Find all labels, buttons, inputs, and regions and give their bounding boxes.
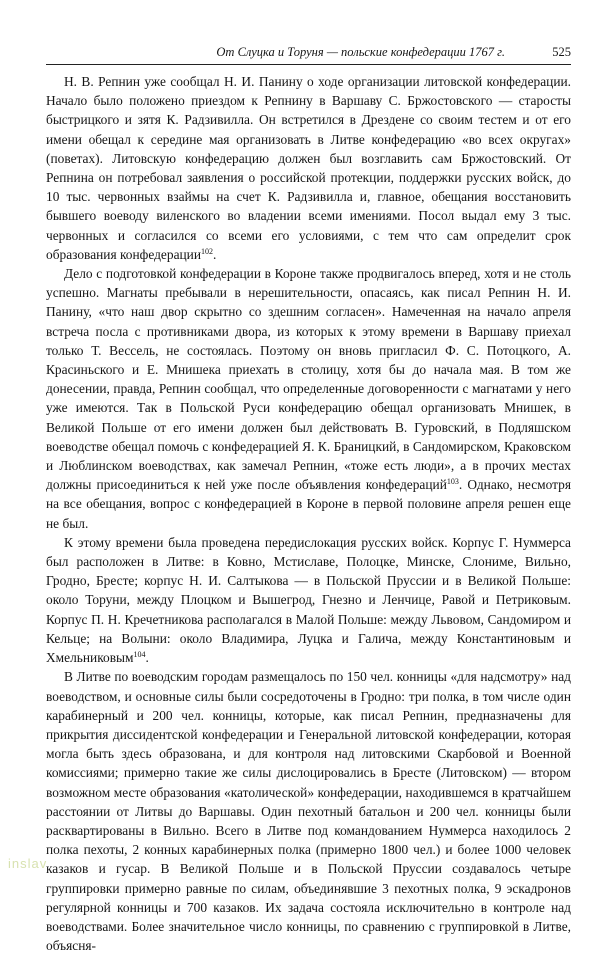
- page-number: 525: [552, 45, 571, 59]
- paragraph-tail: . Однако, несмотря на все обещания, вопрос с конфедерацией в Короне в первой половине апреля решен еще не был.: [46, 477, 571, 531]
- watermark: inslav: [8, 856, 48, 871]
- running-title: От Слуцка и Торуня — польские конфедерации 1767 г.: [216, 45, 505, 59]
- body-text: [46, 72, 571, 955]
- paragraph-tail: .: [145, 650, 149, 666]
- paragraph-text: Н. В. Репнин уже сообщал Н. И. Панину о ходе организации литовской конфедерации. Начало было положено приездом к Репнину в Варшаву С. Бржостовского — старосты быстрицкого и зятя К. Радзивилла. Он встретился в Дрездене со своим тестем и от его имени обещал к середине мая организовать в Литве конфедерацию «во всех округах» (поветах). Литовскую конфедерацию должен был возглавить сам Бржостовский. От Репнина он потребовал заявления о российской протекции, поддержки русских войск, до 10 тыс. червонных взаймы на счет К. Радзивилла и, главное, обещания восстановить бывшего воеводу виленского во владении всеми имениями. Посол выдал ему 3 тыс. червонных и согласился со всеми его условиями, с тем что сам определит срок образования конфедерации: [46, 74, 571, 262]
- paragraph: [46, 533, 571, 667]
- header-rule: [46, 64, 571, 65]
- paragraph: [46, 667, 571, 955]
- footnote-ref[interactable]: 102: [201, 246, 214, 256]
- running-header: [46, 43, 571, 61]
- paragraph-text: В Литве по воеводским городам размещалось по 150 чел. конницы «для надсмотру» над воеводством, и основные силы были сосредоточены в Гродно: три полка, в том числе один карабинерный и 200 чел. конницы, которые, как писал Репнин, предназначены для прикрытия диссидентской конфедерации и Генеральной литовской конфедерации, которая могла быть здесь образована, и для контроля над литовскими Скарбовой и Военной комиссиями; примерно такие же силы дислоцировались в Бресте (Литовском) — втором возможном месте образования «католической» конфедерации, находившемся в кратчайшем расстоянии от Литвы до Варшавы. Один пехотный батальон и 200 чел. конницы были расквартированы в Вильно. Всего в Литве под командованием Нуммерса находилось 2 полка пехоты, 2 конных карабинерных полка (примерно 1800 чел.) и более 1000 человек казаков и гусар. В Великой Польше и в Польской Пруссии создавалось четыре группировки примерно равные по силам, объединявшие 3 пехотных полка, 9 эскадронов регулярной конницы и 700 казаков. Их задача состояла исключительно в контроле над воеводствами. Более значительное число конницы, по сравнению с группировкой в Литве, объясня-: [46, 669, 571, 954]
- paragraph-text: Дело с подготовкой конфедерации в Короне также продвигалось вперед, хотя и не столь успешно. Магнаты пребывали в нерешительности, опасаясь, как писал Репнин Н. И. Панину, «что наш двор скрытно со здешним согласен». Намеченная на начало апреля встреча посла с противниками двора, из которых к этому времени в Варшаву приехал только Т. Вессель, не состоялась. Поэтому он вновь пригласил Ф. С. Потоцкого, А. Красиньского и Е. Мнишека приехать в столицу, хотя бы до начала мая. В том же донесении, правда, Репнин сообщал, что определенные договоренности с магнатами у него уже имеются. Так в Польской Руси конфедерацию обещал организовать Мнишек, в Великой Польше от его имени должен был действовать В. Гуровский, в Подляшском воеводстве обещал помочь с конфедерацией Я. К. Браницкий, в Сандомирском, Краковском и Люблинском воеводствах, как замечал Репнин, «тоже есть люди», а в прочих местах должны присоединиться к ней уже после объявления конфедераций: [46, 266, 571, 493]
- paragraph-text: К этому времени была проведена передислокация русских войск. Корпус Г. Нуммерса был расположен в Литве: в Ковно, Мстиславе, Полоцке, Минске, Слониме, Вильно, Гродно, Бресте; корпус Н. И. Салтыкова — в Польской Пруссии и в Великой Польше: около Торуни, между Плоцком и Вышегрод, Гнезно и Ленчице, Равой и Петриковым. Корпус П. Н. Кречетникова располагался в Малой Польше: между Львовом, Сандомиром и Кельце; на Волыни: около Владимира, Луцка и Галича, между Константиновым и Хмельниковым: [46, 534, 571, 666]
- footnote-ref[interactable]: 103: [446, 477, 459, 487]
- paragraph: [46, 72, 571, 264]
- paragraph: [46, 264, 571, 533]
- paragraph-tail: .: [213, 246, 217, 262]
- footnote-ref[interactable]: 104: [133, 650, 146, 660]
